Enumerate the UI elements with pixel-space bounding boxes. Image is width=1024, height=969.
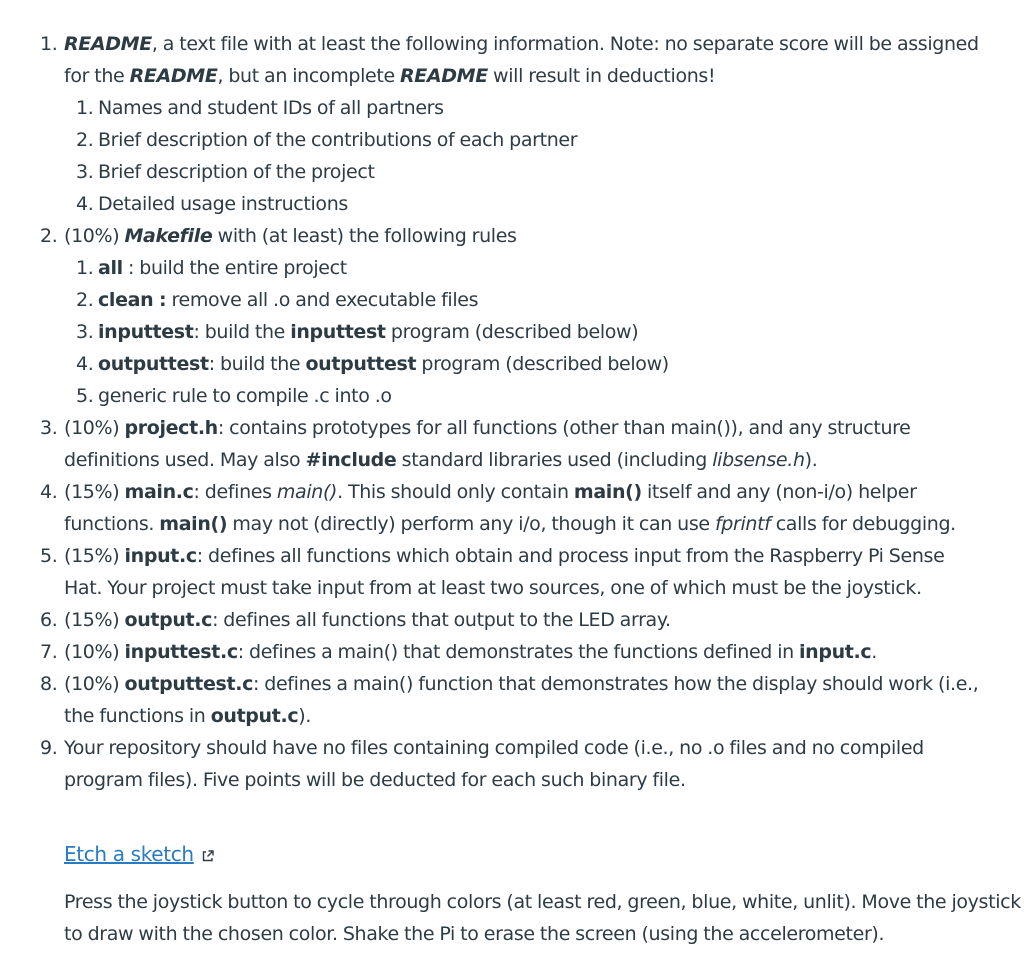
- external-link-icon: [201, 849, 215, 863]
- sublist-number: 2.: [76, 289, 94, 311]
- sublist-number: 1.: [76, 257, 94, 279]
- list-number: 7.: [40, 641, 58, 663]
- etch-a-sketch-link[interactable]: Etch a sketch: [64, 842, 194, 866]
- sublist-item: inputtest: build the inputtest program (described below): [98, 321, 639, 343]
- list-item-main-c-line-2: functions. main() may not (directly) perform any i/o, though it can use fprintf calls for debugging.: [64, 513, 956, 535]
- list-item-project-h-line-1: (10%) project.h: contains prototypes for all functions (other than main()), and any structure: [64, 417, 911, 439]
- list-number: 1.: [40, 33, 58, 55]
- list-number: 9.: [40, 737, 58, 759]
- description-line-2: to draw with the chosen color. Shake the Pi to erase the screen (using the accelerometer).: [64, 923, 885, 945]
- list-number: 6.: [40, 609, 58, 631]
- list-item-makefile: (10%) Makefile with (at least) the following rules: [64, 225, 517, 247]
- list-item-repository-line-1: Your repository should have no files containing compiled code (i.e., no .o files and no compiled: [64, 737, 924, 759]
- list-number: 3.: [40, 417, 58, 439]
- sublist-number: 3.: [76, 161, 94, 183]
- sublist-item: Brief description of the project: [98, 161, 375, 183]
- sublist-item: outputtest: build the outputtest program (described below): [98, 353, 669, 375]
- list-number: 2.: [40, 225, 58, 247]
- sublist-number: 4.: [76, 353, 94, 375]
- sublist-item: Detailed usage instructions: [98, 193, 348, 215]
- list-item-main-c-line-1: (15%) main.c: defines main(). This should only contain main() itself and any (non-i/o) helper: [64, 481, 917, 503]
- sublist-item: all : build the entire project: [98, 257, 347, 279]
- list-item-inputtest-c: (10%) inputtest.c: defines a main() that demonstrates the functions defined in input.c.: [64, 641, 877, 663]
- sublist-number: 1.: [76, 97, 94, 119]
- list-item-output-c: (15%) output.c: defines all functions that output to the LED array.: [64, 609, 671, 631]
- list-item-outputtest-c-line-1: (10%) outputtest.c: defines a main() function that demonstrates how the display should work (i.e.,: [64, 673, 979, 695]
- list-item-outputtest-c-line-2: the functions in output.c).: [64, 705, 312, 727]
- sublist-number: 3.: [76, 321, 94, 343]
- list-item-repository-line-2: program files). Five points will be deducted for each such binary file.: [64, 769, 686, 791]
- list-item-input-c-line-1: (15%) input.c: defines all functions which obtain and process input from the Raspberry Pi Sense: [64, 545, 945, 567]
- sublist-number: 4.: [76, 193, 94, 215]
- list-number: 5.: [40, 545, 58, 567]
- sublist-number: 2.: [76, 129, 94, 151]
- sublist-item: generic rule to compile .c into .o: [98, 385, 392, 407]
- sublist-number: 5.: [76, 385, 94, 407]
- description-line-1: Press the joystick button to cycle through colors (at least red, green, blue, white, unlit). Move the joystick: [64, 891, 1021, 913]
- list-item-readme-line-1: README, a text file with at least the following information. Note: no separate score will be assigned: [64, 33, 979, 55]
- list-item-input-c-line-2: Hat. Your project must take input from at least two sources, one of which must be the joystick.: [64, 577, 922, 599]
- sublist-item: Brief description of the contributions of each partner: [98, 129, 578, 151]
- sublist-item: Names and student IDs of all partners: [98, 97, 444, 119]
- list-number: 4.: [40, 481, 58, 503]
- list-item-project-h-line-2: definitions used. May also #include standard libraries used (including libsense.h).: [64, 449, 818, 471]
- list-number: 8.: [40, 673, 58, 695]
- sublist-item: clean : remove all .o and executable files: [98, 289, 479, 311]
- list-item-readme-line-2: for the README, but an incomplete README will result in deductions!: [64, 65, 716, 87]
